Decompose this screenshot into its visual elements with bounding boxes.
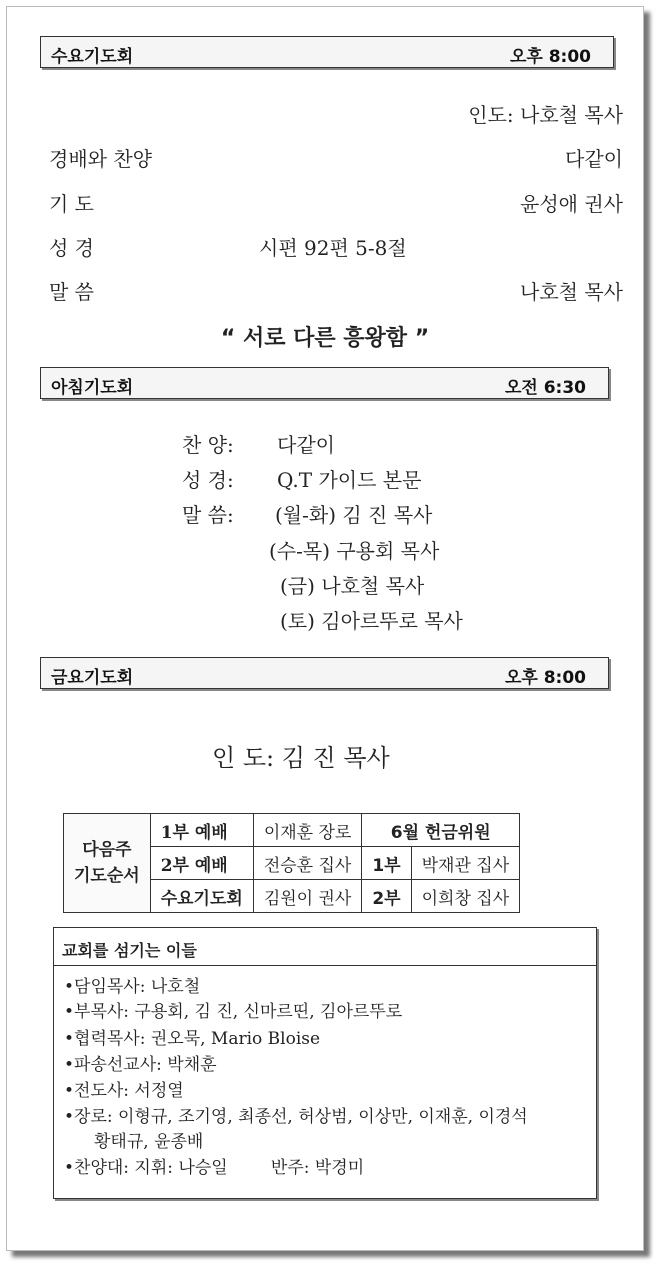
servants-box bbox=[53, 927, 597, 1199]
morning-sermon-label: 말 씀: bbox=[182, 503, 234, 527]
prayer-schedule-table bbox=[63, 813, 520, 913]
sermon-label: 말 씀 bbox=[49, 280, 94, 304]
wednesday-leader: 인도: 나호철 목사 bbox=[468, 103, 623, 127]
list-item: •찬양대: 지휘: 나승일 반주: 박경미 bbox=[64, 1158, 365, 1178]
morning-sermon-mon-tue: (월-화) 김 진 목사 bbox=[275, 503, 433, 527]
list-item: •협력목사: 권오묵, Mario Bloise bbox=[64, 1029, 321, 1049]
wednesday-time: 오후 8:00 bbox=[509, 47, 591, 67]
worship-value: 다같이 bbox=[565, 147, 623, 171]
morning-praise-label: 찬 양: bbox=[182, 433, 234, 457]
schedule-person: 전승훈 집사 bbox=[253, 847, 362, 880]
friday-leader: 인 도: 김 진 목사 bbox=[212, 744, 390, 772]
morning-header bbox=[40, 367, 609, 399]
friday-time: 오후 8:00 bbox=[504, 668, 586, 688]
servants-title: 교회를 섬기는 이들 bbox=[54, 928, 596, 966]
schedule-header bbox=[64, 814, 151, 913]
table-row bbox=[64, 814, 520, 847]
morning-scripture-value: Q.T 가이드 본문 bbox=[277, 468, 422, 492]
schedule-service: 2부 예배 bbox=[150, 847, 253, 880]
offering-title: 6월 헌금위원 bbox=[362, 814, 520, 847]
list-item: •장로: 이형규, 조기영, 최종선, 허상범, 이상만, 이재훈, 이경석 bbox=[64, 1107, 528, 1127]
schedule-service: 수요기도회 bbox=[150, 880, 253, 913]
list-item: •전도사: 서정열 bbox=[64, 1081, 184, 1101]
list-item: •부목사: 구용회, 김 진, 신마르띤, 김아르뚜로 bbox=[64, 1002, 403, 1022]
morning-title: 아침기도회 bbox=[51, 378, 134, 398]
morning-sermon-sat: (토) 김아르뚜로 목사 bbox=[280, 609, 463, 633]
offering-part: 2부 bbox=[362, 880, 411, 913]
morning-scripture-label: 성 경: bbox=[182, 468, 234, 492]
wednesday-title: 수요기도회 bbox=[51, 47, 134, 67]
morning-time: 오전 6:30 bbox=[504, 378, 586, 398]
scripture-label: 성 경 bbox=[49, 236, 94, 260]
schedule-person: 이재훈 장로 bbox=[253, 814, 362, 847]
list-item: •파송선교사: 박채훈 bbox=[64, 1055, 217, 1075]
bulletin-page bbox=[6, 6, 644, 1251]
morning-sermon-wed-thu: (수-목) 구용회 목사 bbox=[269, 539, 440, 563]
offering-person: 박재관 집사 bbox=[411, 847, 520, 880]
schedule-header-line2: 기도순서 bbox=[74, 866, 140, 886]
list-item: •담임목사: 나호철 bbox=[64, 977, 201, 997]
offering-part: 1부 bbox=[362, 847, 411, 880]
schedule-header-line1: 다음주 bbox=[82, 840, 132, 860]
wednesday-header bbox=[40, 36, 614, 68]
prayer-label: 기 도 bbox=[49, 192, 94, 216]
sermon-title: “ 서로 다른 흥왕함 ” bbox=[220, 326, 430, 351]
friday-header bbox=[40, 657, 609, 689]
sermon-value: 나호철 목사 bbox=[520, 280, 623, 304]
friday-title: 금요기도회 bbox=[51, 668, 134, 688]
morning-sermon-fri: (금) 나호철 목사 bbox=[280, 574, 425, 598]
morning-praise-value: 다같이 bbox=[277, 433, 335, 457]
scripture-value: 시편 92편 5-8절 bbox=[259, 236, 407, 260]
prayer-value: 윤성애 권사 bbox=[520, 192, 623, 216]
schedule-person: 김원이 권사 bbox=[253, 880, 362, 913]
list-item: 황태규, 윤종배 bbox=[94, 1132, 204, 1152]
schedule-service: 1부 예배 bbox=[150, 814, 253, 847]
worship-label: 경배와 찬양 bbox=[49, 147, 152, 171]
offering-person: 이희창 집사 bbox=[411, 880, 520, 913]
